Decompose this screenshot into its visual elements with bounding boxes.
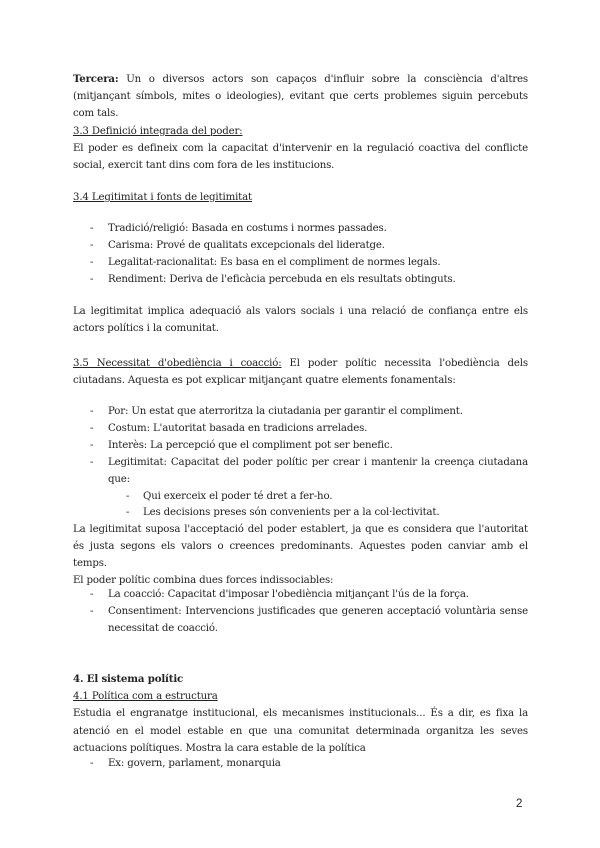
tercera-text: Un o diversos actors son capaços d'influir sobre la consciència d'altres (mitjançant símbols, mites o ideologies), evitant que certs problemes siguin percebuts com tals. xyxy=(73,74,528,120)
section-3-4-paragraph: La legitimitat implica adequació als valors socials i una relació de confiança entre els actors polítics i la comunitat. xyxy=(73,306,528,335)
legitimacy-sources-list xyxy=(73,221,528,289)
list-item: - Consentiment: Intervencions justificades que generen acceptació voluntària sense necessitat de coacció. xyxy=(73,604,528,638)
list-item: - La coacció: Capacitat d'imposar l'obediència mitjançant l'ús de la força. xyxy=(73,587,528,604)
section-3-5-text: El poder polític necessita l'obediència dels ciutadans. Aquesta es pot explicar mitjançant quatre elements fonamentals: xyxy=(73,358,528,387)
sub-list-item: - Qui exerceix el poder té dret a fer-ho. xyxy=(108,489,528,506)
list-item: - Legitimitat: Capacitat del poder polític per crear i mantenir la creença ciutadana que: - Qui exerceix el poder té dret a fer-ho. - Les decisions preses són convenients per a la col·lectivitat. xyxy=(73,455,528,523)
section-4 xyxy=(73,671,528,757)
section-4-1-text: Estudia el engranatge institucional, els mecanismes institucionals... És a dir, es fixa la atenció en el model estable en que una comunitat determinada organitza les seves actuacions polítiques. Mostra la cara estable de la política xyxy=(73,708,528,754)
list-item: - Costum: L'autoritat basada en tradicions arrelades. xyxy=(73,421,528,438)
section-3-4-heading: 3.4 Legitimitat i fonts de legitimitat xyxy=(73,192,252,203)
section-3-3-heading: 3.3 Definició integrada del poder: xyxy=(73,126,243,137)
list-item: - Carisma: Prové de qualitats excepcionals del lideratge. xyxy=(73,238,528,255)
list-item: - Rendiment: Deriva de l'eficàcia percebuda en els resultats obtinguts. xyxy=(73,272,528,289)
section-3-3-text: El poder es defineix com la capacitat d'intervenir en la regulació coactiva del conflicte social, exercit tant dins com fora de les institucions. xyxy=(73,143,528,172)
section-3-3 xyxy=(73,123,528,175)
legitimacy-acceptance-paragraph: La legitimitat suposa l'acceptació del poder establert, ja que es considera que l'autoritat és justa segons els valors o creences predominants. Aquestes poden canviar amb el temps. xyxy=(73,524,528,570)
section-4-heading: 4. El sistema polític xyxy=(73,673,184,685)
sub-list-item: - Les decisions preses són convenients per a la col·lectivitat. xyxy=(108,505,528,522)
combina-paragraph: El poder polític combina dues forces indissociables: xyxy=(73,575,334,586)
section-4-1-heading: 4.1 Política com a estructura xyxy=(73,691,218,703)
forces-list xyxy=(73,587,528,638)
list-item: - Por: Un estat que aterroritza la ciutadania per garantir el compliment. xyxy=(73,404,528,421)
legitimitat-sublist xyxy=(108,489,528,523)
tercera-label: Tercera: xyxy=(73,73,119,85)
obedience-elements-list xyxy=(73,404,528,522)
section-3-5-heading: 3.5 Necessitat d'obediència i coacció: xyxy=(73,358,282,369)
list-item: - Ex: govern, parlament, monarquia xyxy=(73,756,528,773)
page-number: 2 xyxy=(516,798,523,810)
list-item: - Tradició/religió: Basada en costums i normes passades. xyxy=(73,221,528,238)
list-item: - Legalitat-racionalitat: Es basa en el compliment de normes legals. xyxy=(73,255,528,272)
list-item: - Interès: La percepció que el compliment pot ser benefic. xyxy=(73,438,528,455)
section-3-5 xyxy=(73,355,528,389)
examples-list xyxy=(73,756,528,773)
tercera-paragraph xyxy=(73,71,528,123)
